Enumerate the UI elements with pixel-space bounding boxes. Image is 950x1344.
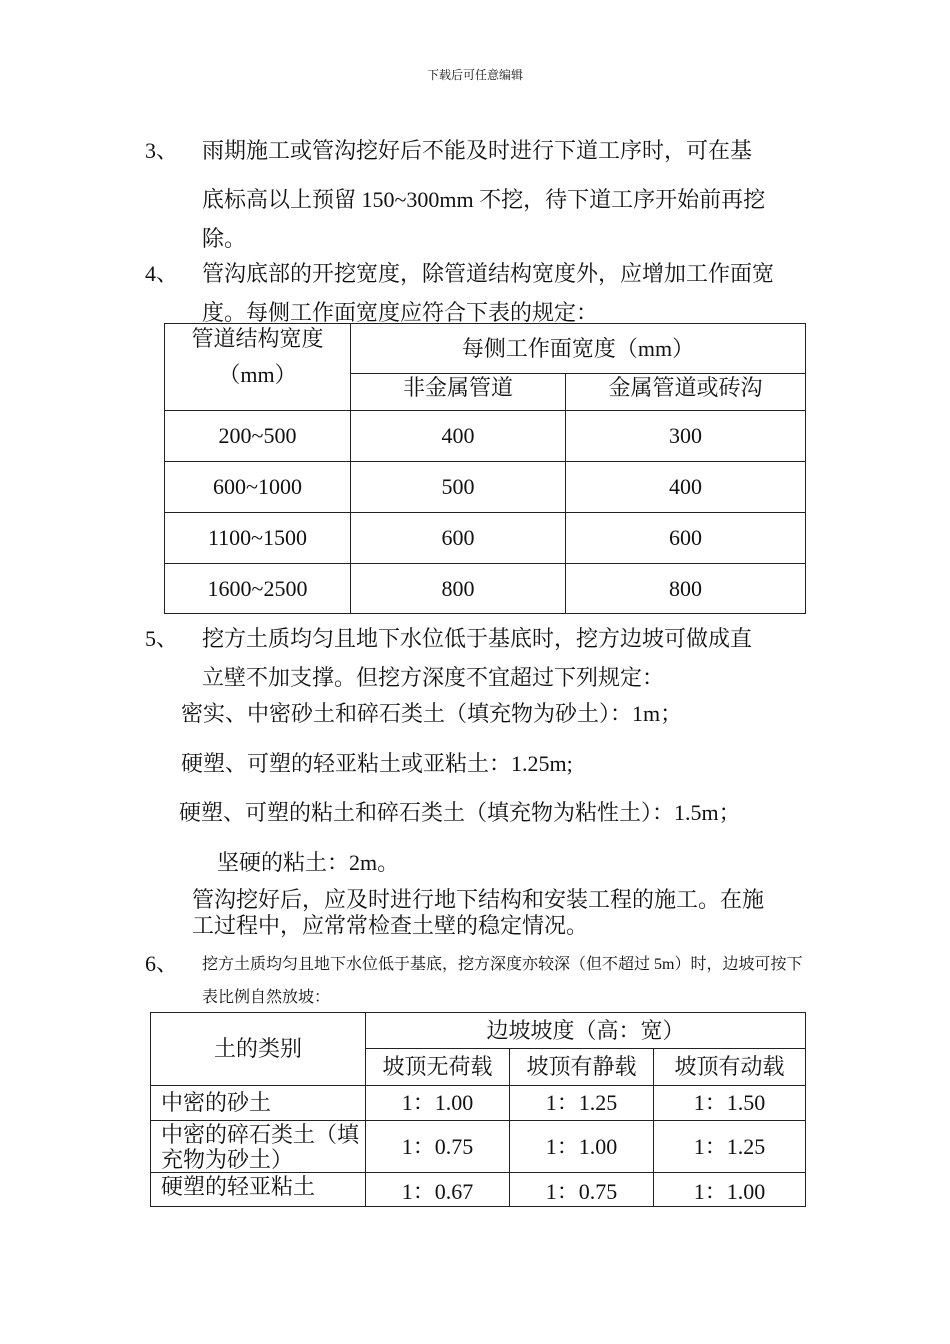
table-row <box>151 1173 806 1207</box>
table2-header-dynamic-load: 坡顶有动载 <box>654 1049 806 1086</box>
rule-line-2: 硬塑、可塑的轻亚粘土或亚粘土：1.25m; <box>181 751 573 776</box>
note-line-1: 管沟挖好后，应及时进行地下结构和安装工程的施工。在施 <box>192 887 765 912</box>
item-6-line-2: 表比例自然放坡： <box>202 989 331 1006</box>
table-row <box>151 1121 806 1173</box>
table1-cell: 400 <box>566 462 806 513</box>
table1-header-pipe-width-unit: （mm） <box>218 362 297 387</box>
table2-cell: 1：0.75 <box>510 1173 654 1207</box>
table1-cell: 1600~2500 <box>165 564 351 614</box>
table1-header-work-width: 每侧工作面宽度（mm） <box>351 324 806 374</box>
table1-header-pipe-width-line1: 管道结构宽度 <box>191 326 324 351</box>
note-line-2: 工过程中，应常常检查土壁的稳定情况。 <box>192 913 589 938</box>
item-4-line-2: 度。每侧工作面宽度应符合下表的规定： <box>202 300 599 325</box>
page-header: 下载后可任意编辑 <box>426 68 523 82</box>
table1-cell: 800 <box>351 564 566 614</box>
table2-cell: 1：1.50 <box>654 1086 806 1121</box>
table1-cell: 600~1000 <box>165 462 351 513</box>
item-3-line-1: 雨期施工或管沟挖好后不能及时进行下道工序时，可在基 <box>202 138 753 163</box>
rule-line-4: 坚硬的粘土：2m。 <box>217 850 400 875</box>
table1-header-metal: 金属管道或砖沟 <box>566 374 806 411</box>
table-row <box>165 564 806 614</box>
item-6-line-1: 挖方土质均匀且地下水位低于基底，挖方深度亦较深（但不超过 5m）时，边坡可按下 <box>202 956 803 973</box>
item-3-number: 3、 <box>145 138 179 163</box>
table2-cell: 1：1.00 <box>654 1173 806 1207</box>
rule-line-1: 密实、中密砂土和碎石类土（填充物为砂土）：1m； <box>181 701 683 726</box>
table2-cell: 1：1.00 <box>510 1121 654 1173</box>
table1-cell: 400 <box>351 411 566 462</box>
table2-cell: 1：0.67 <box>366 1173 510 1207</box>
table1-header-pipe-width <box>165 324 351 411</box>
table2-header-soil-type: 土的类别 <box>151 1013 366 1086</box>
table2-cell: 1：1.25 <box>654 1121 806 1173</box>
table1-cell: 300 <box>566 411 806 462</box>
item-5-line-1: 挖方土质均匀且地下水位低于基底时，挖方边坡可做成直 <box>202 626 753 651</box>
item-5-line-2: 立壁不加支撑。但挖方深度不宜超过下列规定： <box>202 665 665 690</box>
table2-header-slope: 边坡坡度（高：宽） <box>366 1013 806 1049</box>
slope-ratio-table <box>150 1012 806 1207</box>
table2-soil-name <box>151 1173 366 1207</box>
table2-cell: 1：0.75 <box>366 1121 510 1173</box>
table1-cell: 800 <box>566 564 806 614</box>
table2-soil-name-text: 硬塑的轻亚粘土 <box>161 1174 316 1199</box>
item-4-number: 4、 <box>145 261 179 286</box>
table2-soil-name-text: 中密的砂土 <box>161 1090 272 1115</box>
table-row <box>165 462 806 513</box>
item-4-line-1: 管沟底部的开挖宽度，除管道结构宽度外，应增加工作面宽 <box>202 261 775 286</box>
table2-soil-name <box>151 1121 366 1173</box>
table2-header-static-load: 坡顶有静载 <box>510 1049 654 1086</box>
table2-cell: 1：1.25 <box>510 1086 654 1121</box>
table-row <box>151 1086 806 1121</box>
table1-cell: 600 <box>566 513 806 564</box>
table-row <box>165 411 806 462</box>
table2-soil-name-text: 充物为砂土） <box>161 1146 294 1172</box>
table1-cell: 500 <box>351 462 566 513</box>
table2-soil-name <box>151 1086 366 1121</box>
item-3-line-2: 底标高以上预留 150~300mm 不挖，待下道工序开始前再挖 <box>202 187 766 212</box>
table1-cell: 200~500 <box>165 411 351 462</box>
table2-cell: 1：1.00 <box>366 1086 510 1121</box>
item-6-number: 6、 <box>145 951 179 976</box>
rule-line-3: 硬塑、可塑的粘土和碎石类土（填充物为粘性土）：1.5m； <box>179 800 741 825</box>
work-width-table <box>164 323 806 614</box>
item-3-line-3: 除。 <box>202 226 247 251</box>
table2-header-no-load: 坡顶无荷载 <box>366 1049 510 1086</box>
table2-soil-name-text: 中密的碎石类土（填 <box>161 1121 360 1147</box>
table1-header-nonmetal: 非金属管道 <box>351 374 566 411</box>
table-row <box>165 513 806 564</box>
table1-cell: 1100~1500 <box>165 513 351 564</box>
item-5-number: 5、 <box>145 626 179 651</box>
table1-cell: 600 <box>351 513 566 564</box>
